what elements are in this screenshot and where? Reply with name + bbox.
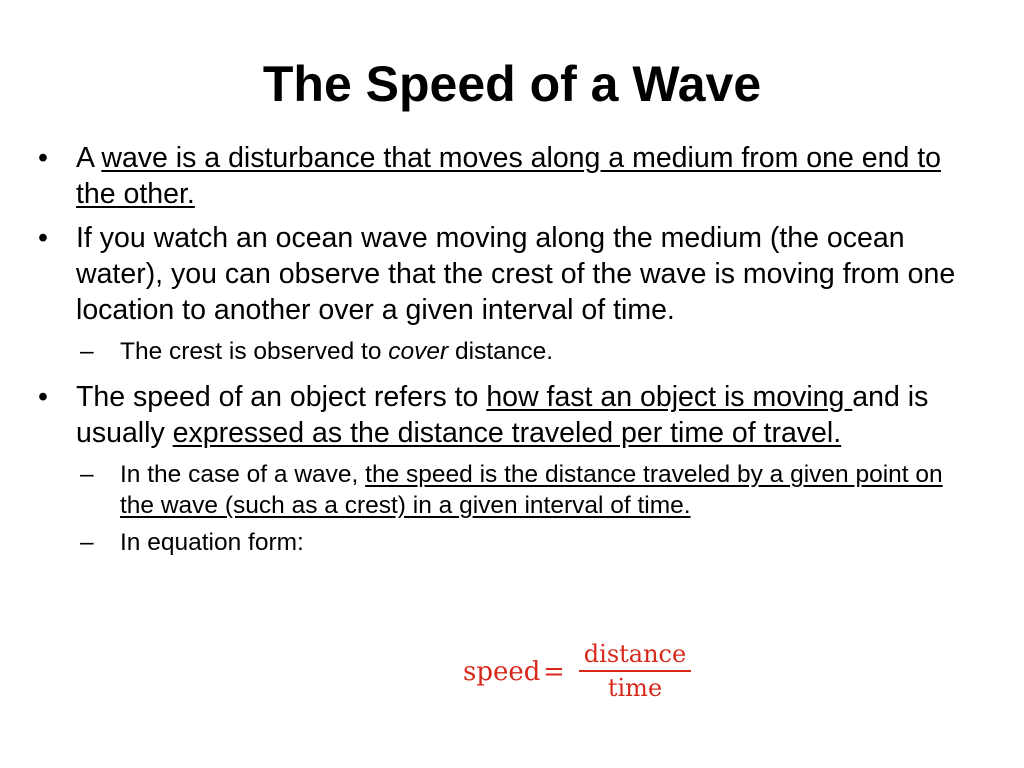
equation-numerator: distance <box>583 640 687 668</box>
sub-bullet-text: The crest is observed to <box>120 338 389 365</box>
sub-bullet-text: In the case of a wave, <box>120 461 366 488</box>
bullet-dot: • <box>38 142 48 174</box>
equation-denominator: time <box>607 674 663 702</box>
equation-lhs: speed <box>463 657 541 687</box>
bullet-text-underlined: wave is a disturbance that moves along a medium from one end to the other. <box>76 142 941 210</box>
equation-fraction <box>575 640 695 702</box>
bullet-text: A <box>76 142 102 174</box>
sub-bullet-equation-form <box>38 527 978 558</box>
equation-fraction-bar <box>579 670 691 672</box>
speed-equation <box>463 640 703 702</box>
bullet-dot: • <box>38 381 48 413</box>
sub-bullet-text-italic: cover <box>388 338 449 365</box>
bullet-text: and is usually <box>76 381 929 449</box>
slide-content <box>38 140 978 564</box>
slide-title: The Speed of a Wave <box>262 56 762 112</box>
sub-bullet-text: distance. <box>448 338 554 365</box>
bullet-speed-definition <box>38 379 978 451</box>
sub-bullet-text: In equation form: <box>120 529 304 556</box>
sub-bullet-dash: – <box>80 338 94 365</box>
bullet-text-underlined: how fast an object is moving <box>486 381 853 413</box>
sub-bullet-dash: – <box>80 529 94 556</box>
bullet-dot: • <box>38 222 48 254</box>
sub-bullet-crest-distance <box>38 336 978 367</box>
bullet-ocean-wave <box>38 220 978 328</box>
equation-equals-sign: = <box>543 657 565 687</box>
bullet-wave-definition <box>38 140 978 212</box>
sub-bullet-text-underlined: the speed is the distance traveled by a given point on the wave (such as a crest) in a given interval of time. <box>120 461 943 519</box>
bullet-text: The speed of an object refers to <box>76 381 487 413</box>
bullet-text-underlined: expressed as the distance traveled per time of travel. <box>172 417 842 449</box>
bullet-text: If you watch an ocean wave moving along the medium (the ocean water), you can observe that the crest of the wave is moving from one location to another over a given interval of time. <box>76 222 956 326</box>
sub-bullet-wave-speed <box>38 459 978 521</box>
sub-bullet-dash: – <box>80 461 94 488</box>
